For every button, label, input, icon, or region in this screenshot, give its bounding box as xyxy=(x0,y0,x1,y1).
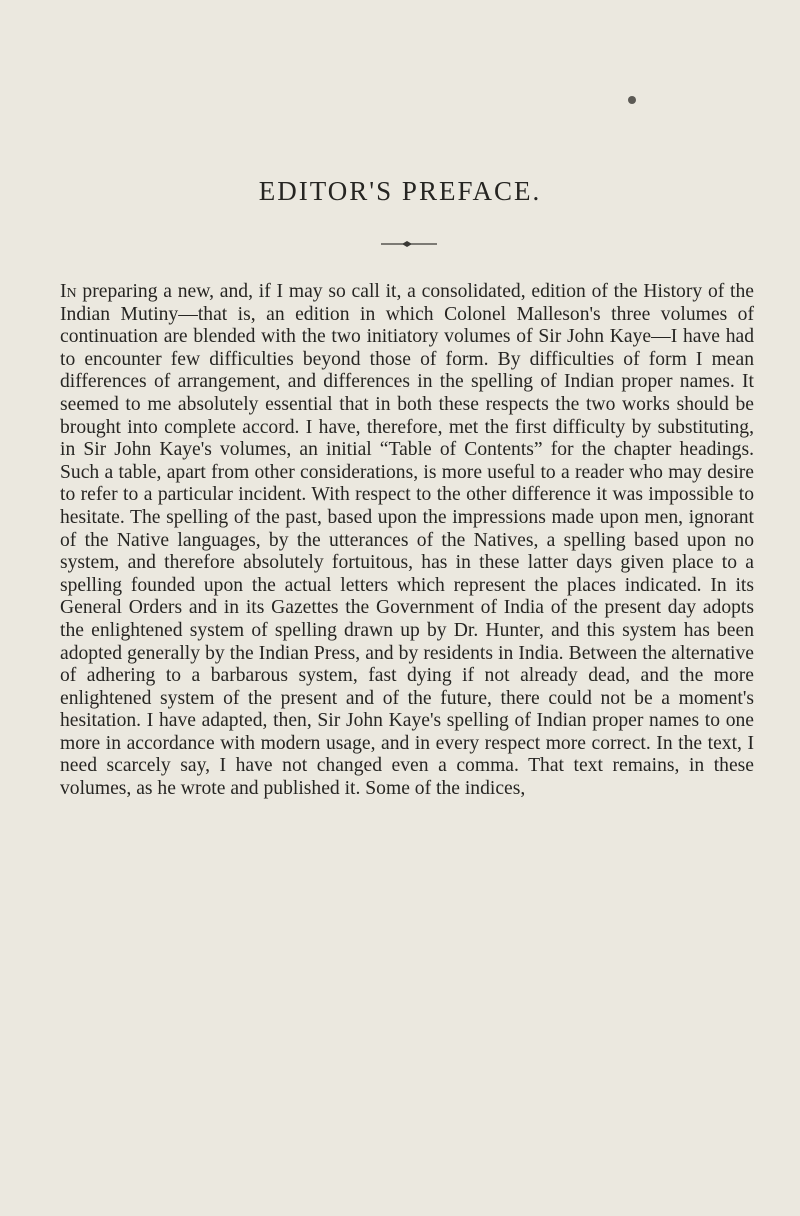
ornamental-rule xyxy=(381,239,437,249)
ink-spot xyxy=(628,96,636,104)
page-title: EDITOR'S PREFACE. xyxy=(258,176,542,206)
preface-paragraph xyxy=(60,281,754,801)
paragraph-lead-word: In xyxy=(60,281,77,302)
paragraph-text: preparing a new, and, if I may so call it, a consolidated, edition of the History of the Indian Mutiny—that is, an edition in which Colonel Malleson's three volumes of continuation are blended with the two initiatory volumes of Sir John Kaye—I have had to encounter few difficulties beyond those of form. By difficulties of form I mean differences of arrangement, and differences in the spelling of Indian proper names. It seemed to me absolutely essential that in both these respects the two works should be brought into complete accord. I have, therefore, met the first difficulty by substituting, in Sir John Kaye's volumes, an initial “Table of Contents” for the chapter headings. Such a table, apart from other considerations, is more useful to a reader who may desire to refer to a particular incident. With respect to the other difference it was impossible to hesitate. The spelling of the past, based upon the impressions made upon men, ignorant of the Native languages, by the utterances of the Natives, a spelling based upon no system, and therefore absolutely fortuitous, has in these latter days given place to a spelling founded upon the actual letters which represent the places indicated. In its General Orders and in its Gazettes the Government of India of the present day adopts the enlightened system of spelling drawn up by Dr. Hunter, and this system has been adopted generally by the Indian Press, and by residents in India. Between the alternative of adhering to a barbarous system, fast dying if not already dead, and the more enlightened system of the present and of the future, there could not be a moment's hesitation. I have adapted, then, Sir John Kaye's spelling of Indian proper names to one more in accordance with modern usage, and in every respect more correct. In the text, I need scarcely say, I have not changed even a comma. That text remains, in these volumes, as he wrote and published it. Some of the indices, xyxy=(60,281,754,800)
